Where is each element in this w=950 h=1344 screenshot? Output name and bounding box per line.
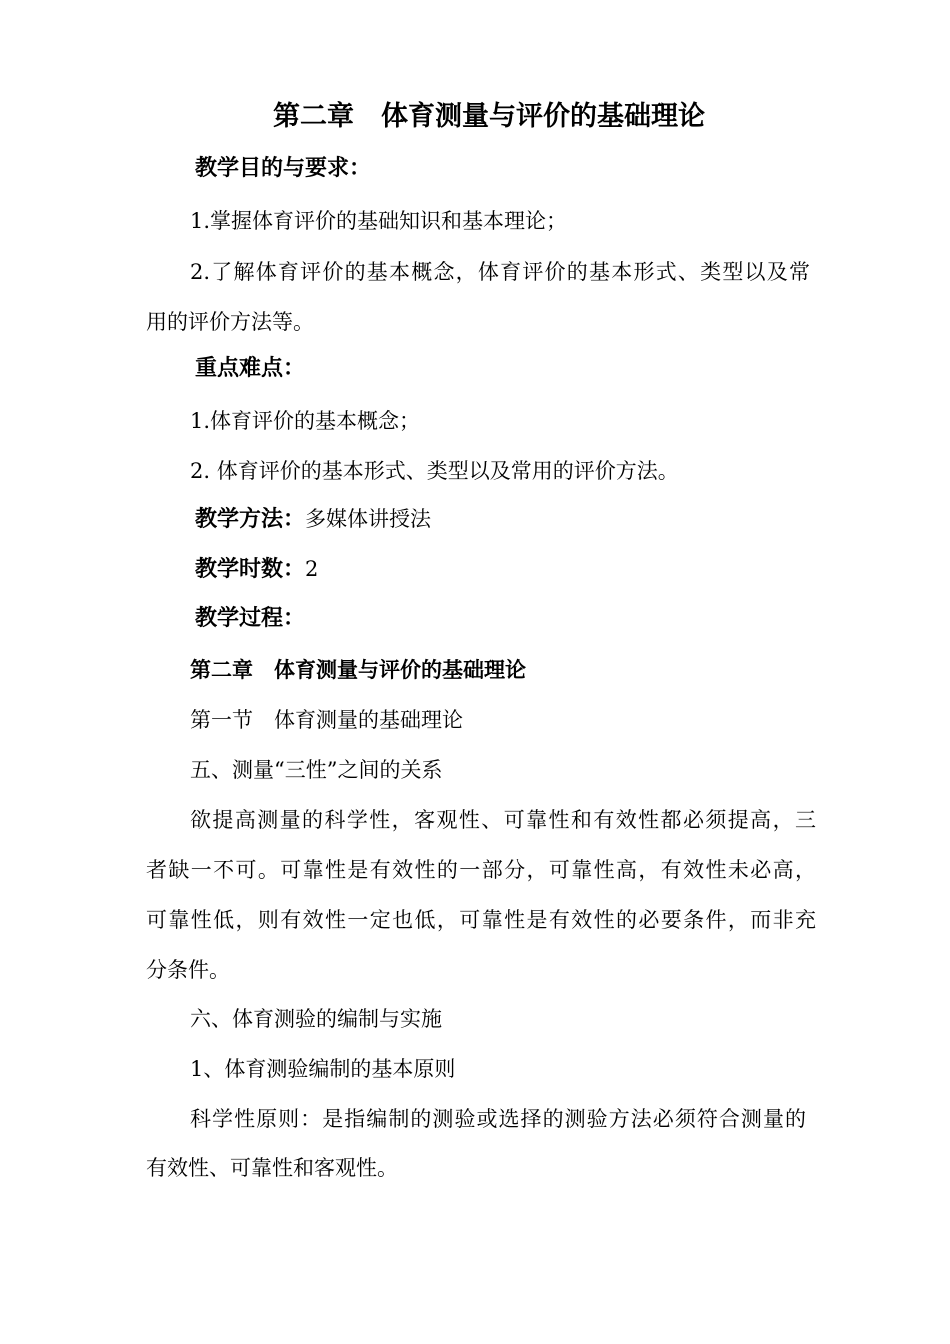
objective-item-2-line-2: 用的评价方法等。 — [146, 310, 314, 334]
key-point-item-1: 1.体育评价的基本概念； — [190, 409, 421, 433]
part-six-heading: 六、体育测验的编制与实施 — [190, 1007, 442, 1031]
paragraph-2-line-1: 科学性原则：是指编制的测验或选择的测验方法必须符合测量的 — [190, 1107, 806, 1131]
objectives-heading: 教学目的与要求： — [195, 156, 372, 181]
teaching-method-row — [195, 505, 431, 534]
process-heading: 教学过程： — [195, 606, 306, 631]
paragraph-2-line-2: 有效性、可靠性和客观性。 — [146, 1156, 398, 1180]
paragraph-1-line-3: 可靠性低，则有效性一定也低，可靠性是有效性的必要条件，而非充 — [146, 908, 816, 932]
paragraph-1-line-4: 分条件。 — [146, 958, 230, 982]
objective-item-2-line-1: 2.了解体育评价的基本概念，体育评价的基本形式、类型以及常 — [190, 260, 810, 284]
key-points-heading: 重点难点： — [195, 356, 306, 381]
teaching-hours-row — [195, 555, 318, 584]
part-five-heading: 五、测量“三性”之间的关系 — [190, 758, 443, 782]
teaching-hours-value: 2 — [305, 557, 319, 581]
teaching-hours-label: 教学时数： — [195, 557, 306, 582]
teaching-method-label: 教学方法： — [195, 507, 306, 532]
chapter-heading: 第二章 体育测量与评价的基础理论 — [190, 658, 526, 682]
paragraph-1-line-2: 者缺一不可。可靠性是有效性的一部分，可靠性高，有效性未必高， — [146, 858, 816, 882]
teaching-method-value: 多媒体讲授法 — [305, 507, 432, 531]
key-point-item-2: 2. 体育评价的基本形式、类型以及常用的评价方法。 — [190, 459, 679, 483]
section-heading: 第一节 体育测量的基础理论 — [190, 708, 463, 732]
objective-item-1: 1.掌握体育评价的基础知识和基本理论； — [190, 209, 568, 233]
subsection-1-heading: 1、体育测验编制的基本原则 — [190, 1057, 456, 1081]
paragraph-1-line-1: 欲提高测量的科学性，客观性、可靠性和有效性都必须提高，三 — [190, 808, 816, 832]
page-title: 第二章 体育测量与评价的基础理论 — [273, 101, 705, 132]
